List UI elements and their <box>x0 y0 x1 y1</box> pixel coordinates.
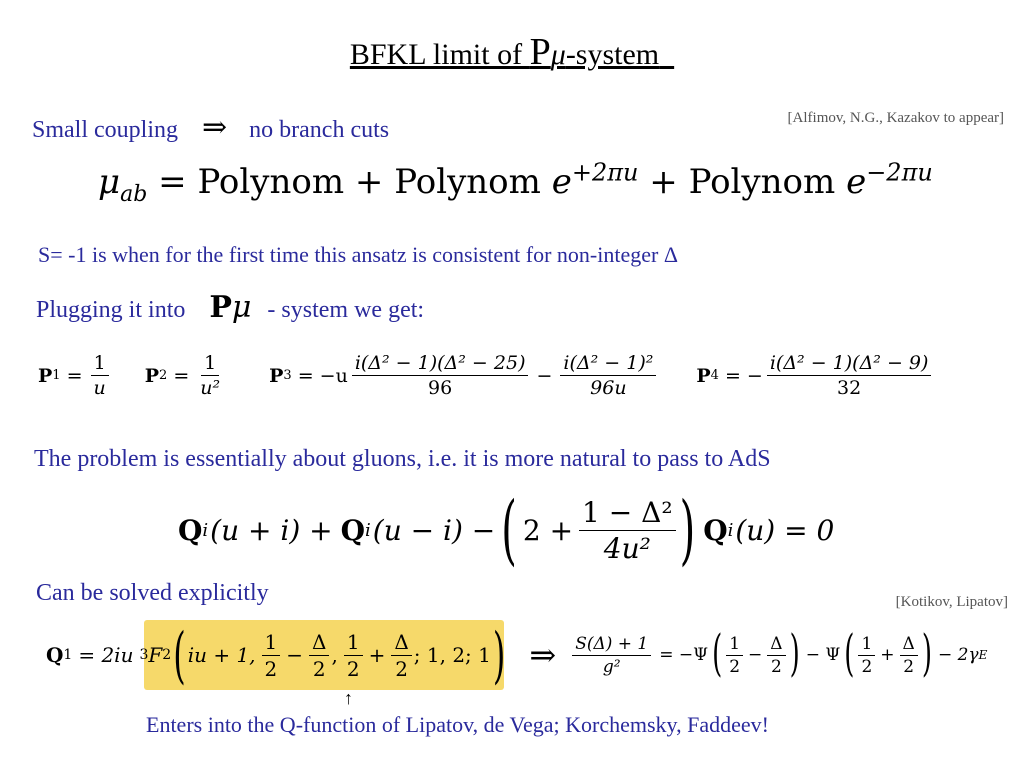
q-term-3: Q <box>703 514 728 547</box>
hyp-half-2-den: 2 <box>346 656 360 681</box>
q1-equals: = 2iu <box>78 643 134 667</box>
hyp-minus: − <box>286 643 304 667</box>
reference-kotikov: [Kotikov, Lipatov] <box>895 594 1008 610</box>
p3-equals: = −u <box>297 364 348 387</box>
hyp-delta-2 <box>391 630 411 681</box>
q-frac-den: 4u² <box>603 532 651 565</box>
mu-subscript: ab <box>120 181 148 207</box>
p2-label: P <box>144 364 160 387</box>
rhs-num: S(Δ) + 1 <box>572 634 651 656</box>
hyp-half-2 <box>344 630 363 681</box>
hyp-half-1-num: 1 <box>262 630 281 656</box>
hyp-delta-2-num: Δ <box>391 630 411 656</box>
solved-line: Can be solved explicitly <box>36 580 269 606</box>
mu-ab-equation <box>98 158 933 207</box>
q1-implies-arrow: ⇒ <box>529 636 557 674</box>
polynom-3: Polynom <box>688 162 836 202</box>
p3-eq: P 3 = −u $\frac{\text{i(Δ² − 1)(Δ² − 25)}}{96}$ − $\frac{\text{i(Δ² − 1)²}}{96u}$ <box>269 352 658 399</box>
q-args-1: (u + i) + <box>210 514 333 547</box>
hyp-delta-2-den: 2 <box>395 656 408 681</box>
p3-label: P <box>269 364 284 387</box>
rhs-half-2 <box>858 634 875 677</box>
rhs-half-2-den: 2 <box>861 656 873 677</box>
p1-den: u <box>93 377 106 399</box>
rhs-paren-1l: ( <box>712 626 723 684</box>
q-term-1: Q <box>178 514 203 547</box>
hyp-tail: ; 1, 2; 1 <box>413 643 491 667</box>
p4-equals: = − <box>724 364 763 387</box>
hyp-args-a: iu + 1, <box>187 643 256 667</box>
small-coupling-text: Small coupling <box>32 117 178 143</box>
polynom-1: Polynom <box>197 162 345 202</box>
p1-equals: = <box>66 364 83 387</box>
gluons-line: The problem is essentially about gluons, i.e. it is more natural to pass to AdS <box>34 446 771 472</box>
p4-eq: P 4 = − $\frac{\text{i(Δ² − 1)(Δ² − 9)}}{32}$ <box>696 352 933 399</box>
p3-den-1: 96 <box>428 377 453 399</box>
p4-frac <box>767 352 932 399</box>
rhs-plus: + <box>880 645 895 665</box>
rhs-half-1-den: 2 <box>729 656 741 677</box>
p1-label: P <box>38 364 53 387</box>
ansatz-line: S= -1 is when for the first time this ansatz is consistent for non-integer Δ <box>38 242 678 267</box>
rhs-paren-2l: ( <box>844 626 855 684</box>
p1-eq: P 1 = $\frac{1}{u}$ <box>38 352 111 399</box>
q-args-3: (u) = 0 <box>735 514 835 547</box>
p4-den: 32 <box>837 377 862 399</box>
reference-alfimov: [Alfimov, N.G., Kazakov to appear] <box>787 110 1004 126</box>
rhs-den: g² <box>602 656 621 677</box>
hyp-half-1 <box>262 630 281 681</box>
plugging-line <box>36 290 424 325</box>
rhs-delta-1-num: Δ <box>767 634 785 656</box>
p-mu: μ <box>231 290 252 325</box>
p-symbol: P <box>209 290 232 325</box>
e-pos: e <box>551 162 572 202</box>
p2-num: 1 <box>201 352 219 376</box>
hyp-plus: + <box>368 643 386 667</box>
e-neg: e <box>846 162 867 202</box>
p2-eq: P 2 = $\frac{1}{\text{u²}}$ <box>145 352 225 399</box>
mu-symbol: μ <box>98 162 121 202</box>
q-function-note: Enters into the Q-function of Lipatov, de Vega; Korchemsky, Faddeev! <box>146 712 769 737</box>
q-frac-num: 1 − Δ² <box>579 496 676 531</box>
rhs-delta-2-num: Δ <box>900 634 918 656</box>
rhs-delta-1 <box>767 634 785 677</box>
q-args-2: (u − i) − <box>372 514 496 547</box>
hyp-delta-1-den: 2 <box>312 656 326 681</box>
q1-equation: Q 1 = 2iu 3 F 2 ( iu + 1, $\frac{1}{2}$ − $\frac{\Delta}{2}$ , $\frac{1}{2}$ + $\frac{\Delta}{2}$ ; 1, 2; 1 ) ⇒ $\frac{S(\Delta) + 1}{\text{g²}}$ = −Ψ ( $\frac{1}{2}$ − $\frac{\Delta}{2}$ ) − Ψ ( $\frac{1}{2}$ + $\frac{\Delta}{2}$ ) − 2γ E <box>46 618 988 692</box>
title-p: P <box>529 31 551 73</box>
hypergeom-f: F <box>148 643 163 667</box>
hyp-delta-1-num: Δ <box>309 630 329 656</box>
exp-pos: +2πu <box>571 158 639 187</box>
p2-equals: = <box>173 364 190 387</box>
rhs-delta-2 <box>900 634 918 677</box>
p3-num-2: i(Δ² − 1)² <box>560 352 656 376</box>
title-prefix: BFKL limit of <box>349 38 530 71</box>
exp-neg: −2πu <box>866 158 933 187</box>
polynom-2: Polynom <box>394 162 541 202</box>
hyp-right-paren: ) <box>492 618 506 692</box>
rhs-delta-2-den: 2 <box>903 656 915 677</box>
p3-minus: − <box>536 364 553 387</box>
p-equations <box>38 352 933 399</box>
plugging-text: Plugging it into <box>36 297 186 323</box>
p4-num: i(Δ² − 1)(Δ² − 9) <box>767 352 932 376</box>
rhs-half-1-num: 1 <box>726 634 743 656</box>
p1-frac <box>91 352 109 399</box>
hyp-delta-1 <box>309 630 329 681</box>
q-right-paren: ) <box>679 486 696 575</box>
hyp-half-1-den: 2 <box>264 656 278 681</box>
system-text: - system we get: <box>267 297 425 323</box>
q1-label: Q <box>46 643 64 667</box>
pointer-up-arrow-icon: ↑ <box>344 688 353 708</box>
equals: = <box>158 162 187 202</box>
rhs-psi-2: − Ψ <box>805 645 841 665</box>
q-frac <box>579 496 676 565</box>
plus-2: + <box>649 162 678 202</box>
p4-label: P <box>696 364 711 387</box>
rhs-minus: − <box>748 645 763 665</box>
no-branch-cuts-text: no branch cuts <box>249 117 390 143</box>
small-coupling-line <box>32 110 389 145</box>
hyp-comma: , <box>331 643 338 667</box>
implies-arrow: ⇒ <box>202 111 228 144</box>
hyp-left-paren: ( <box>173 618 186 692</box>
slide-title <box>0 30 1024 74</box>
q-equation: Q i (u + i) + Q i (u − i) − ( 2 + $\frac{\text{1 − Δ²}}{\text{4u²}}$ ) Q i (u) = 0 <box>178 486 835 575</box>
p3-frac-2 <box>560 352 656 399</box>
hypergeom: 3 F 2 ( iu + 1, $\frac{1}{2}$ − $\frac{\Delta}{2}$ , $\frac{1}{2}$ + $\frac{\Delta}{2}$ ; 1, 2; 1 ) <box>139 618 506 692</box>
plus-1: + <box>354 162 384 202</box>
p3-num-1: i(Δ² − 1)(Δ² − 25) <box>352 352 529 376</box>
rhs-psi-1: = −Ψ <box>659 645 709 665</box>
p3-frac-1 <box>352 352 529 399</box>
q-term-2: Q <box>340 514 366 547</box>
p3-den-2: 96u <box>590 377 627 399</box>
p2-den: u² <box>200 377 221 399</box>
rhs-paren-1r: ) <box>789 626 800 684</box>
rhs-frac <box>572 634 651 677</box>
title-mu: μ <box>550 38 566 71</box>
q-two: 2 + <box>522 514 574 547</box>
rhs-half-2-num: 1 <box>858 634 875 656</box>
rhs-paren-2r: ) <box>921 626 932 684</box>
rhs-half-1 <box>726 634 743 677</box>
rhs-gamma: − 2γ <box>937 645 979 665</box>
rhs-delta-1-den: 2 <box>771 656 782 677</box>
q-left-paren: ( <box>501 486 517 575</box>
hyp-half-2-num: 1 <box>344 630 363 656</box>
p1-num: 1 <box>91 352 109 376</box>
p2-frac <box>197 352 223 399</box>
title-suffix: -system <box>565 38 660 71</box>
